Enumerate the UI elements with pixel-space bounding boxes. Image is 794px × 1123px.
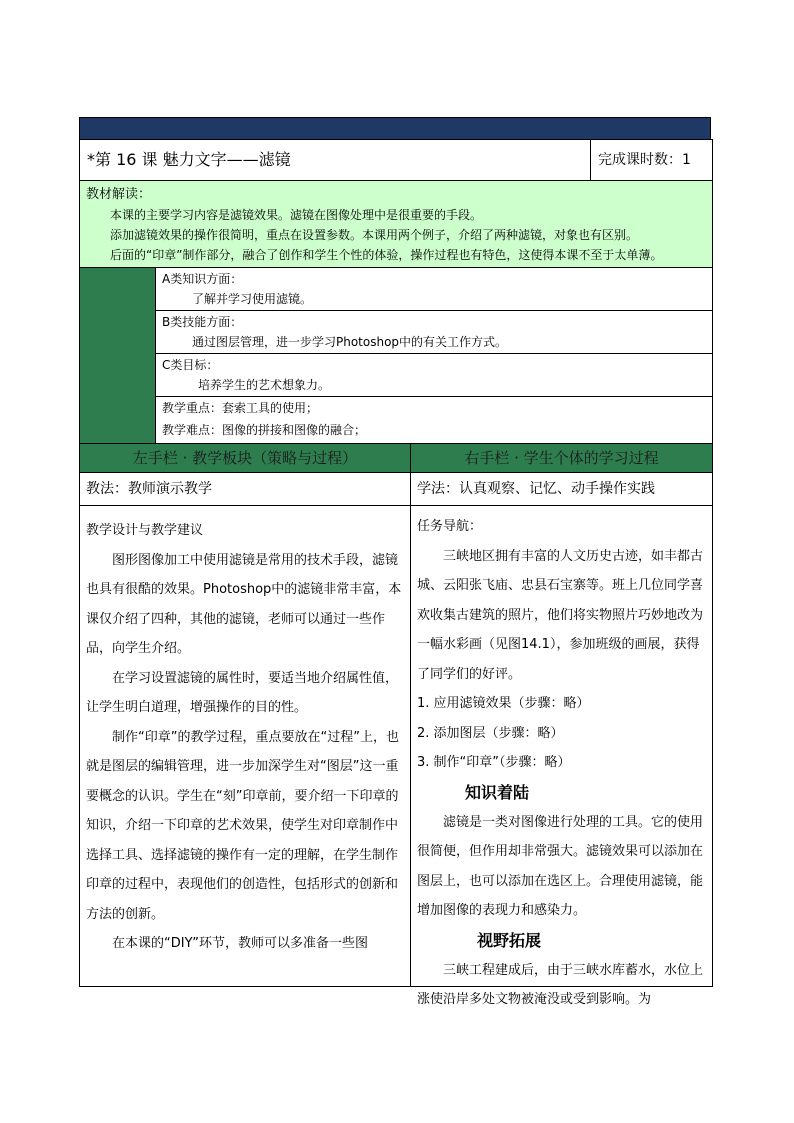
step-item: 2. 添加图层（步骤：略） xyxy=(417,725,564,741)
left-column-body xyxy=(80,506,411,987)
teaching-difficulty: 教学难点：图像的拼接和图像的融合； xyxy=(162,423,367,437)
knowledge-paragraph: 滤镜是一类对图像进行处理的工具。它的使用很简便，但作用却非常强大。滤镜效果可以添加在图层上，也可以添加在选区上。合理使用滤镜，能增加图像的表现力和感染力。 xyxy=(417,814,704,918)
completed-hours: 完成课时数：1 xyxy=(591,140,713,181)
task-heading: 任务导航： xyxy=(417,519,483,534)
objective-text: 培养学生的艺术想象力。 xyxy=(198,378,331,392)
objective-label: A类知识方面： xyxy=(162,272,243,286)
left-column-header: 左手栏 · 教学板块（策略与过程） xyxy=(80,444,411,473)
objectives-side-cell xyxy=(80,268,156,444)
design-paragraph: 在学习设置滤镜的属性时，要适当地介绍属性值，让学生明白道理，增强操作的目的性。 xyxy=(86,670,399,715)
objective-c xyxy=(156,354,713,397)
key-points xyxy=(156,397,713,444)
learning-method: 学法：认真观察、记忆、动手操作实践 xyxy=(411,473,713,506)
task-paragraph: 三峡地区拥有丰富的人文历史古迹，如丰都古城、云阳张飞庙、忠县石宝寨等。班上几位同学喜欢收集古建筑的照片，他们将实物照片巧妙地改为一幅水彩画（见图14.1），参加班级的画展，获得了同学们的好评。 xyxy=(417,548,704,682)
objective-text: 了解并学习使用滤镜。 xyxy=(192,292,313,306)
step-item: 1. 应用滤镜效果（步骤：略） xyxy=(417,696,590,711)
design-paragraph: 图形图像加工中使用滤镜是常用的技术手段，滤镜也具有很酷的效果。Photoshop中的滤镜非常丰富，本课仅介绍了四种，其他的滤镜，老师可以通过一些作品，向学生介绍。 xyxy=(86,552,402,656)
material-reading xyxy=(80,181,713,268)
reading-paragraph: 本课的主要学习内容是滤镜效果。滤镜在图像处理中是很重要的手段。 xyxy=(110,208,483,222)
objective-text: 通过图层管理，进一步学习Photoshop中的有关工作方式。 xyxy=(192,335,508,349)
reading-paragraph: 后面的“印章”制作部分，融合了创作和学生个性的体验，操作过程也有特色，这使得本课不至于太单薄。 xyxy=(110,248,663,262)
design-paragraph: 在本课的“DIY”环节，教师可以多准备一些图 xyxy=(112,936,369,951)
right-column-body xyxy=(411,506,713,1007)
step-item: 3. 制作“印章”（步骤：略） xyxy=(417,755,571,770)
top-banner xyxy=(79,117,711,139)
vision-heading: 视野拓展 xyxy=(477,930,542,950)
reading-paragraph: 添加滤镜效果的操作很简明，重点在设置参数。本课用两个例子，介绍了两种滤镜，对象也有区别。 xyxy=(110,228,639,242)
teaching-focus: 教学重点：套索工具的使用； xyxy=(162,401,319,415)
design-heading: 教学设计与教学建议 xyxy=(86,523,204,538)
right-column-header: 右手栏 · 学生个体的学习过程 xyxy=(411,444,713,473)
lesson-plan-sheet xyxy=(79,117,711,1007)
lesson-title: *第 16 课 魅力文字——滤镜 xyxy=(80,140,591,181)
teaching-method: 教法：教师演示教学 xyxy=(80,473,411,506)
objective-label: B类技能方面： xyxy=(162,315,243,329)
lesson-table xyxy=(79,139,713,1007)
reading-heading: 教材解读： xyxy=(86,187,152,202)
objective-label: C类目标： xyxy=(162,358,219,372)
vision-paragraph: 三峡工程建成后，由于三峡水库蓄水，水位上涨使沿岸多处文物被淹没或受到影响。为 xyxy=(417,962,704,1007)
objective-b xyxy=(156,311,713,354)
objective-a xyxy=(156,268,713,311)
knowledge-heading: 知识着陆 xyxy=(465,782,530,802)
design-paragraph: 制作“印章”的教学过程，重点要放在“过程”上，也就是图层的编辑管理，进一步加深学生对“图层”这一重要概念的认识。学生在“刻”印章前，要介绍一下印章的知识，介绍一下印章的艺术效果，使学生对印章制作中选择工具、选择滤镜的操作有一定的理解，在学生制作印章的过程中，表现他们的创造性，包括形式的创新和方法的创新。 xyxy=(86,729,399,922)
